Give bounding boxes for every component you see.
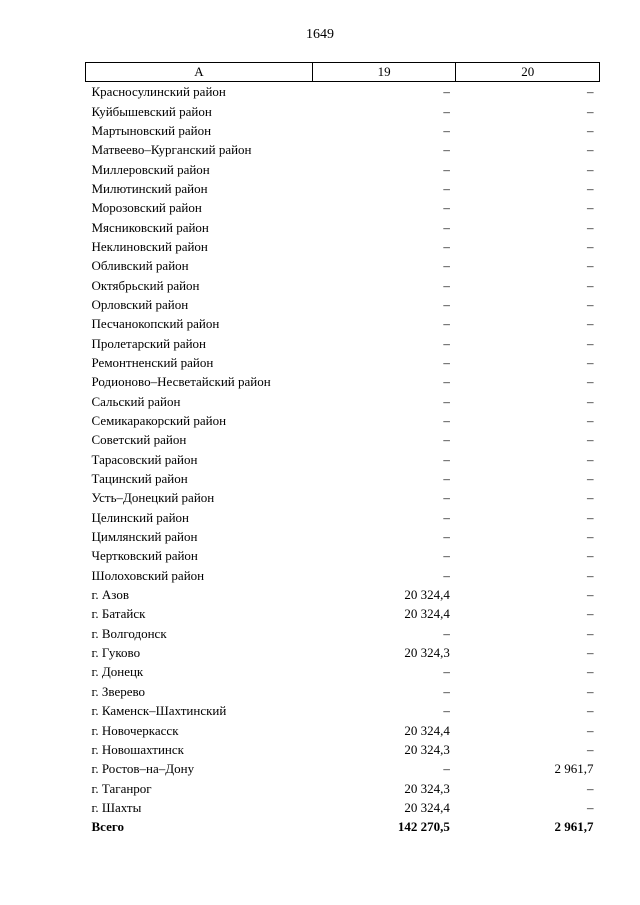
cell-col-20: – [587,413,594,429]
cell-col-19: – [443,432,450,448]
row-label: Песчанокопский район [91,316,220,332]
table-row [86,682,600,701]
cell-col-19: – [443,238,450,254]
row-label: г. Донецк [91,664,144,680]
cell-col-19: – [443,277,450,293]
cell-col-19: – [443,413,450,429]
cell-col-19: 20 324,3 [404,780,450,796]
cell-col-20: – [587,258,594,274]
cell-col-19: – [443,180,450,196]
table-row [86,585,600,604]
row-label: Мартыновский район [91,122,212,138]
table-row [86,217,600,236]
cell-col-20: – [587,799,594,815]
cell-col-20: – [587,238,594,254]
row-label: Тацинский район [91,471,188,487]
total-label: Всего [91,819,124,835]
cell-col-19: – [443,122,450,138]
row-label: Семикаракорский район [91,413,227,429]
cell-col-20: – [587,103,594,119]
table-row [86,314,600,333]
cell-col-20: – [587,316,594,332]
cell-col-19: – [443,103,450,119]
table-row [86,82,600,102]
table-row [86,198,600,217]
cell-col-20: – [587,548,594,564]
cell-col-19: 20 324,4 [404,799,450,815]
row-label: Неклиновский район [91,238,208,254]
cell-col-20: 2 961,7 [554,761,594,777]
table-row [86,740,600,759]
header-col-a: А [86,63,313,82]
row-label: г. Гуково [91,645,141,661]
cell-col-19: 20 324,4 [404,587,450,603]
row-label: Советский район [91,432,187,448]
cell-col-19: – [443,374,450,390]
table-row [86,488,600,507]
cell-col-20: – [587,451,594,467]
cell-col-19: – [443,703,450,719]
total-col-19: 142 270,5 [397,819,450,835]
table-row [86,430,600,449]
table-row [86,701,600,720]
cell-col-19: – [443,200,450,216]
cell-col-19: – [443,471,450,487]
cell-col-19: – [443,529,450,545]
cell-col-19: 20 324,4 [404,722,450,738]
row-label: Красносулинский район [91,84,226,100]
table-row [86,121,600,140]
table-row [86,411,600,430]
table-row [86,372,600,391]
cell-col-19: 20 324,3 [404,741,450,757]
row-label: г. Новочеркасск [91,722,179,738]
cell-col-19: 20 324,3 [404,645,450,661]
table-row [86,450,600,469]
cell-col-19: – [443,84,450,100]
cell-col-20: – [587,354,594,370]
table-row [86,759,600,778]
cell-col-20: – [587,296,594,312]
page-number: 1649 [306,27,334,42]
cell-col-19: – [443,219,450,235]
row-label: г. Зверево [91,683,146,699]
cell-col-20: – [587,471,594,487]
cell-col-20: – [587,664,594,680]
table-row [86,527,600,546]
cell-col-19: – [443,335,450,351]
cell-col-19: 20 324,4 [404,606,450,622]
row-label: г. Ростов–на–Дону [91,761,195,777]
total-col-20: 2 961,7 [554,819,594,835]
table-row [86,353,600,372]
cell-col-20: – [587,741,594,757]
cell-col-20: – [587,180,594,196]
row-label: Куйбышевский район [91,103,212,119]
cell-col-20: – [587,606,594,622]
row-label: Усть–Донецкий район [91,490,215,506]
cell-col-19: – [443,683,450,699]
row-label: Обливский район [91,258,189,274]
table-row [86,392,600,411]
data-table [85,62,600,836]
table-row [86,643,600,662]
row-label: г. Шахты [91,799,142,815]
header-col-20: 20 [456,63,600,82]
cell-col-20: – [587,161,594,177]
cell-col-19: – [443,567,450,583]
table-row [86,662,600,681]
cell-col-20: – [587,335,594,351]
table-row [86,604,600,623]
row-label: Целинский район [91,509,189,525]
cell-col-20: – [587,567,594,583]
row-label: Миллеровский район [91,161,210,177]
table-body [86,82,600,837]
row-label: Орловский район [91,296,189,312]
cell-col-20: – [587,277,594,293]
table-row [86,159,600,178]
cell-col-19: – [443,548,450,564]
table-row [86,566,600,585]
cell-col-20: – [587,683,594,699]
cell-col-20: – [587,374,594,390]
table-row [86,469,600,488]
row-label: Мясниковский район [91,219,209,235]
row-label: Октябрьский район [91,277,200,293]
cell-col-20: – [587,393,594,409]
cell-col-19: – [443,161,450,177]
cell-col-19: – [443,316,450,332]
table-row [86,140,600,159]
row-label: г. Батайск [91,606,146,622]
cell-col-20: – [587,587,594,603]
cell-col-19: – [443,490,450,506]
row-label: Родионово–Несветайский район [91,374,271,390]
table-row [86,333,600,352]
row-label: г. Таганрог [91,780,152,796]
table-row [86,778,600,797]
cell-col-19: – [443,509,450,525]
row-label: г. Новошахтинск [91,741,184,757]
row-label: г. Каменск–Шахтинский [91,703,227,719]
row-label: Матвеево–Курганский район [91,142,252,158]
table-row [86,546,600,565]
row-label: Морозовский район [91,200,202,216]
table-row [86,101,600,120]
table-row [86,798,600,817]
row-label: Тарасовский район [91,451,198,467]
total-row [86,817,600,836]
cell-col-20: – [587,200,594,216]
row-label: Пролетарский район [91,335,207,351]
row-label: Чертковский район [91,548,198,564]
cell-col-20: – [587,529,594,545]
cell-col-19: – [443,142,450,158]
cell-col-20: – [587,219,594,235]
table-header-row [86,63,600,82]
cell-col-20: – [587,84,594,100]
table-row [86,720,600,739]
cell-col-20: – [587,645,594,661]
row-label: г. Азов [91,587,129,603]
cell-col-20: – [587,432,594,448]
cell-col-20: – [587,122,594,138]
row-label: Сальский район [91,393,181,409]
cell-col-19: – [443,625,450,641]
table-row [86,256,600,275]
header-col-19: 19 [312,63,456,82]
table-row [86,237,600,256]
table-row [86,508,600,527]
table-row [86,275,600,294]
row-label: Шолоховский район [91,567,205,583]
cell-col-20: – [587,722,594,738]
table-row [86,624,600,643]
cell-col-20: – [587,780,594,796]
cell-col-19: – [443,761,450,777]
table-row [86,295,600,314]
cell-col-19: – [443,451,450,467]
row-label: Ремонтненский район [91,354,214,370]
row-label: г. Волгодонск [91,625,167,641]
cell-col-19: – [443,258,450,274]
cell-col-19: – [443,296,450,312]
cell-col-20: – [587,142,594,158]
cell-col-19: – [443,664,450,680]
row-label: Цимлянский район [91,529,198,545]
row-label: Милютинский район [91,180,208,196]
table-row [86,179,600,198]
cell-col-19: – [443,393,450,409]
cell-col-20: – [587,703,594,719]
cell-col-19: – [443,354,450,370]
cell-col-20: – [587,625,594,641]
cell-col-20: – [587,509,594,525]
cell-col-20: – [587,490,594,506]
